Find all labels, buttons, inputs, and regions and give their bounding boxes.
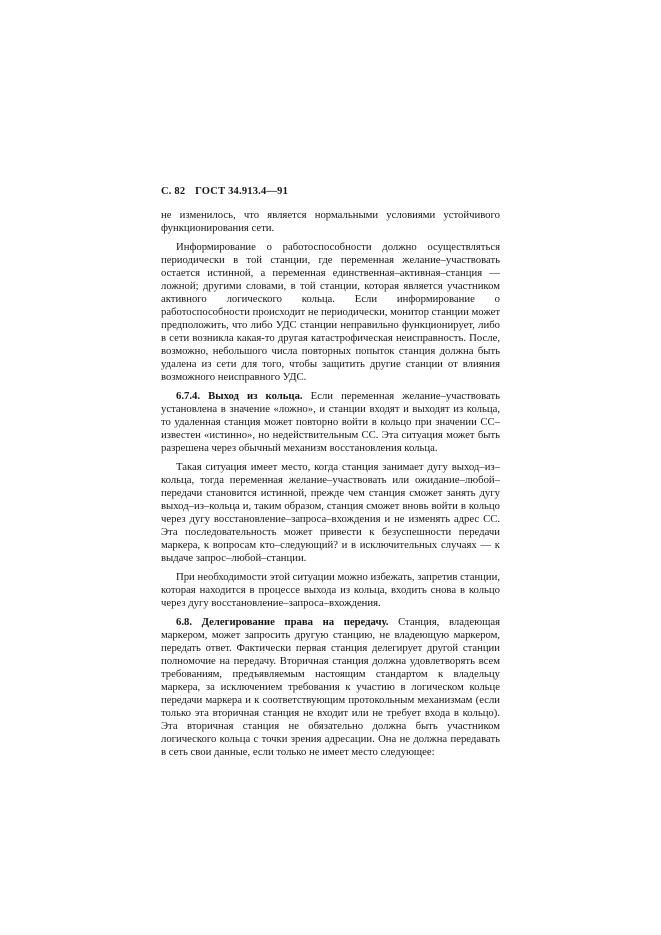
section-text: Если переменная желание–участвовать установлена в значение «ложно», и станции входят и выходят из кольца, то удаленная станция может повторно войти в кольцо при значении СС–известен «истинно», но недействительным СС. Эта ситуация может быть разрешена через обычный механизм восстановления кольца. — [161, 390, 500, 454]
paragraph-avoidance: При необходимости этой ситуации можно избежать, запретив станции, которая находится в процессе выхода из кольца, входить снова в кольцо через дугу восстановление–запроса–вхождения. — [161, 571, 500, 609]
page-number: С. 82 — [161, 186, 186, 197]
section-text: Станция, владеющая маркером, может запросить другую станцию, не владеющую маркером, передать ответ. Фактически первая станция делегирует другой станции полномочие на передачу. Вторичная станция должна удовлетворять всем требованиям, предъявляемым настоящим стандартом к владельцу маркера, за исключением требования к участию в логическом кольце передачи маркера и к соответствующим протокольным механизмам (если только эта вторичная станция не входит или не требует входа в кольцо). Эта вторичная станция не обязательно должна быть участником логического кольца с точки зрения адресации. Она не должна передавать в сеть свои данные, если только не имеет место следующее: — [161, 616, 500, 758]
standard-designation: ГОСТ 34.913.4—91 — [195, 186, 289, 197]
section-6-7-4 — [161, 390, 500, 455]
section-6-8 — [161, 616, 500, 759]
section-heading: 6.7.4. Выход из кольца. — [176, 390, 303, 402]
paragraph-continuation: не изменилось, что является нормальными условиями устойчивого функционирования сети. — [161, 209, 500, 234]
body-text — [161, 209, 500, 759]
paragraph-health-reporting: Информирование о работоспособности должно осуществляться периодически в той станции, где переменная желание–участвовать остается истинной, а переменная единственная–активная–станция — ложной; другими словами, в той станции, которая является участником активного логического кольца. Если информирование о работоспособности происходит не периодически, монитор станции может предположить, что либо УДС станции неправильно функционирует, либо в сети возникла какая-то другая катастрофическая неисправность. После, возможно, небольшого числа повторных попыток станция должна быть удалена из сети для того, чтобы защитить другие станции от влияния возможного неисправного УДС. — [161, 241, 500, 383]
page-header — [161, 186, 288, 197]
section-heading: 6.8. Делегирование права на передачу. — [176, 616, 389, 628]
paragraph-situation: Такая ситуация имеет место, когда станция занимает дугу выход–из–кольца, тогда переменная желание–участвовать или ожидание–любой–передачи становится истинной, прежде чем станция сможет занять дугу выход–из–кольца и, таким образом, станция сможет вновь войти в кольцо через дугу восстановление–запроса–вхождения и не изменять адрес СС. Эта последовательность может привести к безуспешности передачи маркера, к вопросам кто–следующий? и в исключительных случаях — к выдаче запрос–любой–станции. — [161, 461, 500, 564]
